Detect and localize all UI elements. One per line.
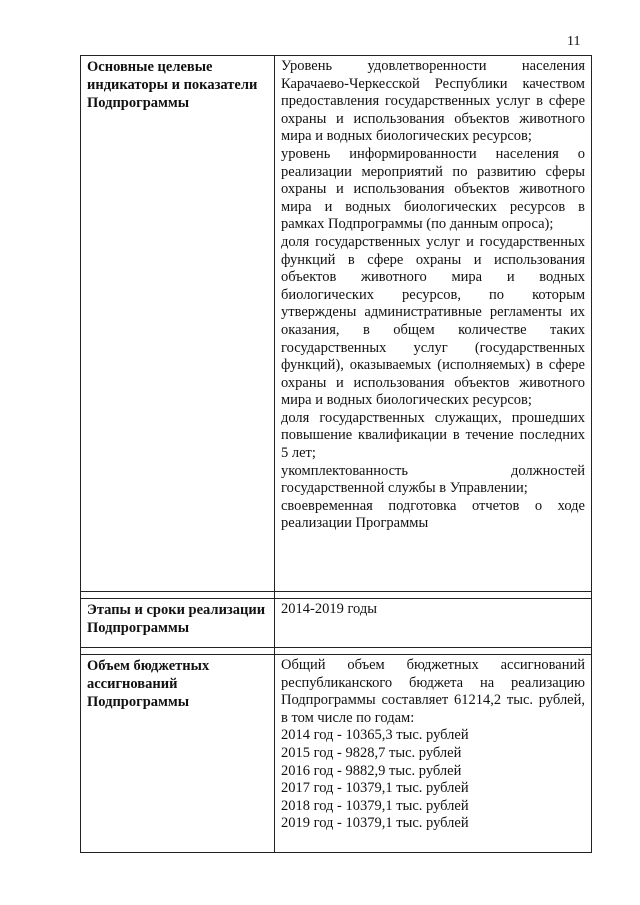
indicator-item: Уровень удовлетворенности населения Карачаево-Черкесской Республики качеством предоставления государственных услуг в сфере охраны и использования объектов животного мира и водных биологических ресурсов; xyxy=(281,58,585,145)
indicator-item: уровень информированности населения о реализации мероприятий по развитию сферы охраны и использования объектов животного мира и водных биологических ресурсов в рамках Подпрограммы (по данным опроса); xyxy=(281,145,585,233)
table-row-stages xyxy=(81,599,592,648)
table-row-indicators xyxy=(81,56,592,592)
page-number: 11 xyxy=(567,34,581,49)
budget-year-line: 2016 год - 9882,9 тыс. рублей xyxy=(281,762,462,779)
subprogram-passport-table xyxy=(80,55,592,853)
budget-value xyxy=(275,655,592,853)
budget-year-line: 2019 год - 10379,1 тыс. рублей xyxy=(281,815,469,832)
row-spacer xyxy=(81,648,592,655)
stages-value: 2014-2019 годы xyxy=(275,599,592,648)
budget-year-line: 2015 год - 9828,7 тыс. рублей xyxy=(281,744,462,761)
budget-label: Объем бюджетных ассигнований Подпрограммы xyxy=(81,655,275,853)
indicator-item: своевременная подготовка отчетов о ходе реализации Программы xyxy=(281,497,585,532)
indicator-item: доля государственных служащих, прошедших повышение квалификации в течение последних 5 лет; xyxy=(281,409,585,462)
indicator-item: укомплектованность должностей государственной службы в Управлении; xyxy=(281,462,585,497)
budget-year-line: 2018 год - 10379,1 тыс. рублей xyxy=(281,797,469,814)
stages-label: Этапы и сроки реализации Подпрограммы xyxy=(81,599,275,648)
indicator-item: доля государственных услуг и государственных функций в сфере охраны и использования объектов животного мира и водных биологических ресурсов, по которым утверждены административные регламенты их оказания, в общем количестве таких государственных услуг (государственных функций), оказываемых (исполняемых) в сфере охраны и использования объектов животного мира и водных биологических ресурсов; xyxy=(281,233,585,409)
budget-year-line: 2014 год - 10365,3 тыс. рублей xyxy=(281,727,469,744)
budget-year-line: 2017 год - 10379,1 тыс. рублей xyxy=(281,780,469,797)
row-spacer xyxy=(81,592,592,599)
budget-intro: Общий объем бюджетных ассигнований республиканского бюджета на реализацию Подпрограммы составляет 61214,2 тыс. рублей, в том числе по годам: xyxy=(281,657,585,726)
indicators-value xyxy=(275,56,592,592)
indicators-label: Основные целевые индикаторы и показатели Подпрограммы xyxy=(81,56,275,592)
table-row-budget xyxy=(81,655,592,853)
